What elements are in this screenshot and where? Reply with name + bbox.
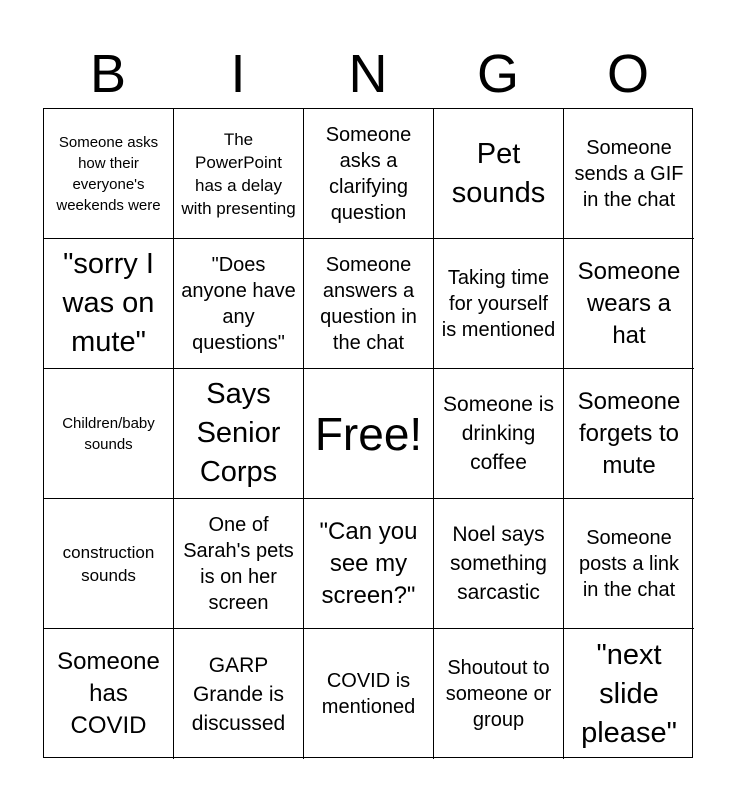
bingo-cell-time-for-yourself[interactable] — [434, 239, 564, 369]
cell-text: Pet sounds — [451, 137, 546, 209]
bingo-cell-sarahs-pets[interactable] — [174, 499, 304, 629]
cell-text: The PowerPoint has a delay with presenting — [181, 129, 296, 218]
bingo-cell-any-questions[interactable] — [174, 239, 304, 369]
bingo-cell-covid-mentioned[interactable] — [304, 629, 434, 759]
bingo-cell-answers-in-chat[interactable] — [304, 239, 434, 369]
bingo-cell-shoutout[interactable] — [434, 629, 564, 759]
cell-text: "Can you see my screen?" — [319, 517, 418, 609]
bingo-cell-next-slide[interactable] — [564, 629, 694, 759]
cell-text: Noel says something sarcastic — [450, 523, 547, 604]
bingo-cell-noel-sarcastic[interactable] — [434, 499, 564, 629]
bingo-cell-children-sounds[interactable] — [44, 369, 174, 499]
bingo-cell-weekends-question[interactable] — [44, 109, 174, 239]
bingo-cell-forgets-to-mute[interactable] — [564, 369, 694, 499]
cell-text: "sorry I was on mute" — [62, 248, 155, 358]
cell-text: Someone is drinking coffee — [443, 393, 554, 474]
bingo-cell-pet-sounds[interactable] — [434, 109, 564, 239]
bingo-cell-see-my-screen[interactable] — [304, 499, 434, 629]
cell-text: "Does anyone have any questions" — [181, 253, 296, 354]
bingo-header — [43, 40, 693, 108]
header-letter-g: G — [476, 44, 519, 104]
cell-text: Shoutout to someone or group — [445, 657, 552, 731]
bingo-cell-has-covid[interactable] — [44, 629, 174, 759]
cell-text: Someone asks how their everyone's weekends were — [56, 133, 161, 214]
cell-text: Taking time for yourself is mentioned — [441, 266, 556, 341]
bingo-cell-powerpoint-delay[interactable] — [174, 109, 304, 239]
cell-text: construction sounds — [62, 542, 155, 585]
bingo-cell-senior-corps[interactable] — [174, 369, 304, 499]
cell-text: Someone asks a clarifying question — [325, 123, 412, 224]
bingo-cell-gif-in-chat[interactable] — [564, 109, 694, 239]
bingo-cell-wears-hat[interactable] — [564, 239, 694, 369]
cell-text: Free! — [314, 407, 423, 460]
cell-text: Children/baby sounds — [62, 414, 155, 453]
cell-text: COVID is mentioned — [321, 670, 416, 718]
header-letter-i: I — [230, 44, 246, 104]
cell-text: Someone has COVID — [57, 648, 160, 739]
bingo-cell-construction-sounds[interactable] — [44, 499, 174, 629]
bingo-cell-drinking-coffee[interactable] — [434, 369, 564, 499]
header-letter-o: O — [606, 44, 649, 104]
cell-text: Someone forgets to mute — [577, 387, 681, 479]
cell-text: Someone sends a GIF in the chat — [574, 136, 684, 211]
cell-text: Someone wears a hat — [577, 257, 681, 349]
cell-text: Says Senior Corps — [196, 378, 281, 488]
bingo-cell-free[interactable] — [304, 369, 434, 499]
bingo-cell-sorry-on-mute[interactable] — [44, 239, 174, 369]
header-letter-b: B — [89, 44, 127, 104]
bingo-cell-garp-grande[interactable] — [174, 629, 304, 759]
bingo-cell-clarifying-question[interactable] — [304, 109, 434, 239]
bingo-cell-posts-link[interactable] — [564, 499, 694, 629]
cell-text: Someone posts a link in the chat — [578, 526, 680, 601]
cell-text: One of Sarah's pets is on her screen — [183, 513, 294, 614]
bingo-board — [43, 108, 693, 758]
cell-text: Someone answers a question in the chat — [320, 253, 417, 354]
cell-text: "next slide please" — [581, 638, 677, 749]
cell-text: GARP Grande is discussed — [191, 653, 286, 735]
header-letter-n: N — [348, 44, 388, 104]
